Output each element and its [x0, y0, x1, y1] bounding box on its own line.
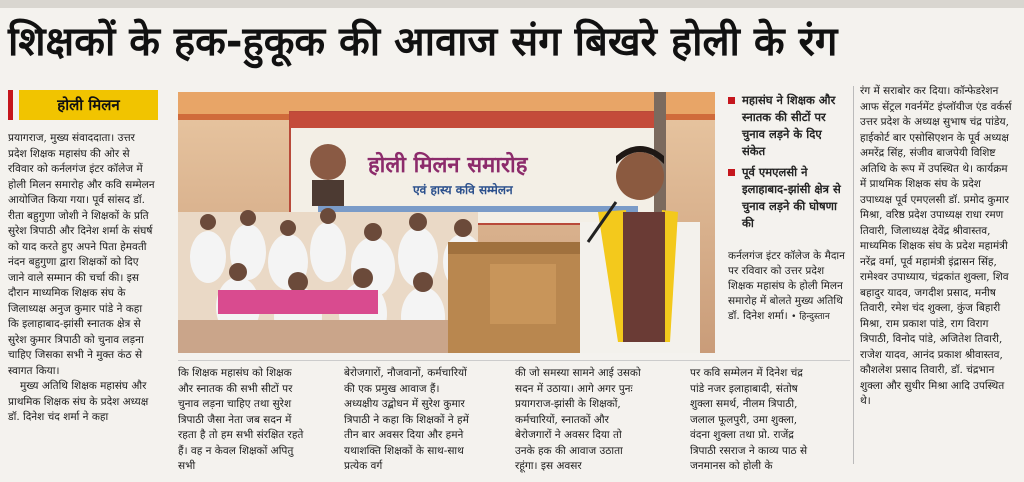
article-paragraph: बेरोजगारों, नौजवानों, कर्मचारियों की एक प्रमुख आवाज हैं। अध्यक्षीय उद्बोधन में सुरेश कुमार त्रिपाठी ने कहा कि शिक्षकों ने हमें तीन बार अवसर दिया और हमने यथाशक्ति शिक्षकों के साथ-साथ प्रत्येक वर्ग	[344, 367, 469, 472]
article-column-5	[690, 366, 818, 475]
tag-label: होली मिलन	[19, 90, 158, 120]
banner-title: होली मिलन समारोह	[368, 153, 528, 178]
article-paragraph: पर कवि सम्मेलन में दिनेश चंद्र पांडे नजर इलाहाबादी, संतोष शुक्ला समर्थ, नीलम त्रिपाठी, जलाल फूलपुरी, उमा शुक्ला, वंदना शुक्ला तथा प्रो. राजेंद्र त्रिपाठी रसराज ने काव्य पाठ से जनमानस को होली के	[690, 367, 808, 472]
highlight-item: पूर्व एमएलसी ने इलाहाबाद-झांसी क्षेत्र से चुनाव लड़ने की घोषणा की	[728, 164, 848, 232]
top-strip	[0, 0, 1024, 8]
article-paragraph: कि शिक्षक महासंघ को शिक्षक और स्नातक की सभी सीटों पर चुनाव लड़ना चाहिए तथा सुरेश त्रिपाठी जैसा नेता जब सदन में रहता है तो हम सभी संरक्षित रहते हैं। वह न केवल शिक्षकों अपितु सभी	[178, 367, 304, 472]
article-column-6	[860, 84, 1016, 410]
caption-text: कर्नलगंज इंटर कॉलेज के मैदान पर रविवार को उत्तर प्रदेश शिक्षक महासंघ के होली मिलन समारोह में बोलते मुख्य अतिथि डॉ. दिनेश शर्मा।	[728, 250, 845, 322]
photo-divider	[178, 360, 850, 361]
article-column-2	[178, 366, 306, 475]
banner-subtitle: एवं हास्य कवि सम्मेलन	[413, 183, 513, 197]
highlights-list	[728, 92, 848, 236]
highlight-item: महासंघ ने शिक्षक और स्नातक की सीटों पर चुनाव लड़ने के दिए संकेत	[728, 92, 848, 160]
article-column-3	[344, 366, 472, 475]
tag-accent-bar	[8, 90, 13, 120]
section-tag	[8, 90, 158, 120]
photo-caption	[728, 249, 850, 325]
article-column-1	[8, 131, 156, 426]
headline: शिक्षकों के हक-हुकूक की आवाज संग बिखरे होली के रंग	[8, 19, 838, 65]
article-paragraph: रंग में सराबोर कर दिया। कॉन्फेडरेशन आफ सेंट्रल गवर्नमेंट इंप्लॉयीज एंड वर्कर्स उत्तर प्रदेश के अध्यक्ष सुभाष चंद्र पांडेय, हाईकोर्ट बार एसोसिएशन के पूर्व अध्यक्ष अमरेंद्र सिंह, संजीव बाजपेयी विशिष्ट अतिथि के रूप में उपस्थित थे। कार्यक्रम में प्राथमिक शिक्षक संघ के प्रदेश उपाध्यक्ष पूर्व एमएलसी डॉ. प्रमोद कुमार मिश्रा, वरिष्ठ प्रदेश उपाध्यक्ष राधा रमण तिवारी, जिलाध्यक्ष देवेंद्र श्रीवास्तव, माध्यमिक शिक्षक संघ के प्रदेश महामंत्री नरेंद्र वर्मा, पूर्व महामंत्री इंद्रासन सिंह, रामेश्वर उपाध्याय, चंद्रकांत शुक्ला, शिव बहादुर यादव, जगदीश प्रसाद, मनीष तिवारी, रमेश चंद शुक्ला, कुंज बिहारी मिश्रा, राम प्रकाश पांडे, राग विराग त्रिपाठी, विनोद पांडे, अजितेश तिवारी, राजेश यादव, आनंद प्रकाश श्रीवास्तव, कौशलेश प्रसाद तिवारी, डॉ. चंद्रभान शुक्ला और सुधीर मिश्रा आदि उपस्थित थे।	[860, 85, 1012, 407]
article-column-4	[515, 366, 643, 475]
article-paragraph: की जो समस्या सामने आई उसको सदन में उठाया। आगे अगर पुनः प्रयागराज-झांसी के शिक्षकों, कर्मचारियों, स्नातकों और बेरोजगारों ने अवसर दिया तो उनके हक की आवाज उठाता रहूंगा। इस अवसर	[515, 367, 641, 472]
event-photo	[178, 92, 715, 353]
photo-credit: • हिन्दुस्तान	[791, 312, 830, 322]
column-divider	[853, 86, 854, 464]
article-paragraph: प्रयागराज, मुख्य संवाददाता। उत्तर प्रदेश शिक्षक महासंघ की ओर से रविवार को कर्नलगंज इंटर कॉलेज में होली मिलन समारोह और कवि सम्मेलन आयोजित किया गया। पूर्व सांसद डॉ. रीता बहुगुणा जोशी ने शिक्षकों के प्रति सुरेश त्रिपाठी और दिनेश शर्मा के संघर्ष को याद करते हुए अपने पिता हेमवती नंदन बहुगुणा द्वारा शिक्षकों को दिए जाने वाले सम्मान की चर्चा की। इस दौरान माध्यमिक शिक्षक संघ के जिलाध्यक्ष अनुज कुमार पांडे ने कहा कि इलाहाबाद-झांसी स्नातक क्षेत्र से सुरेश कुमार त्रिपाठी को चुनाव लड़ना चाहिए जिसका सभी ने मुक्त कंठ से स्वागत किया।	[8, 132, 155, 377]
article-paragraph: मुख्य अतिथि शिक्षक महासंघ और प्राथमिक शिक्षक संघ के प्रदेश अध्यक्ष डॉ. दिनेश चंद शर्मा ने कहा	[8, 380, 149, 423]
